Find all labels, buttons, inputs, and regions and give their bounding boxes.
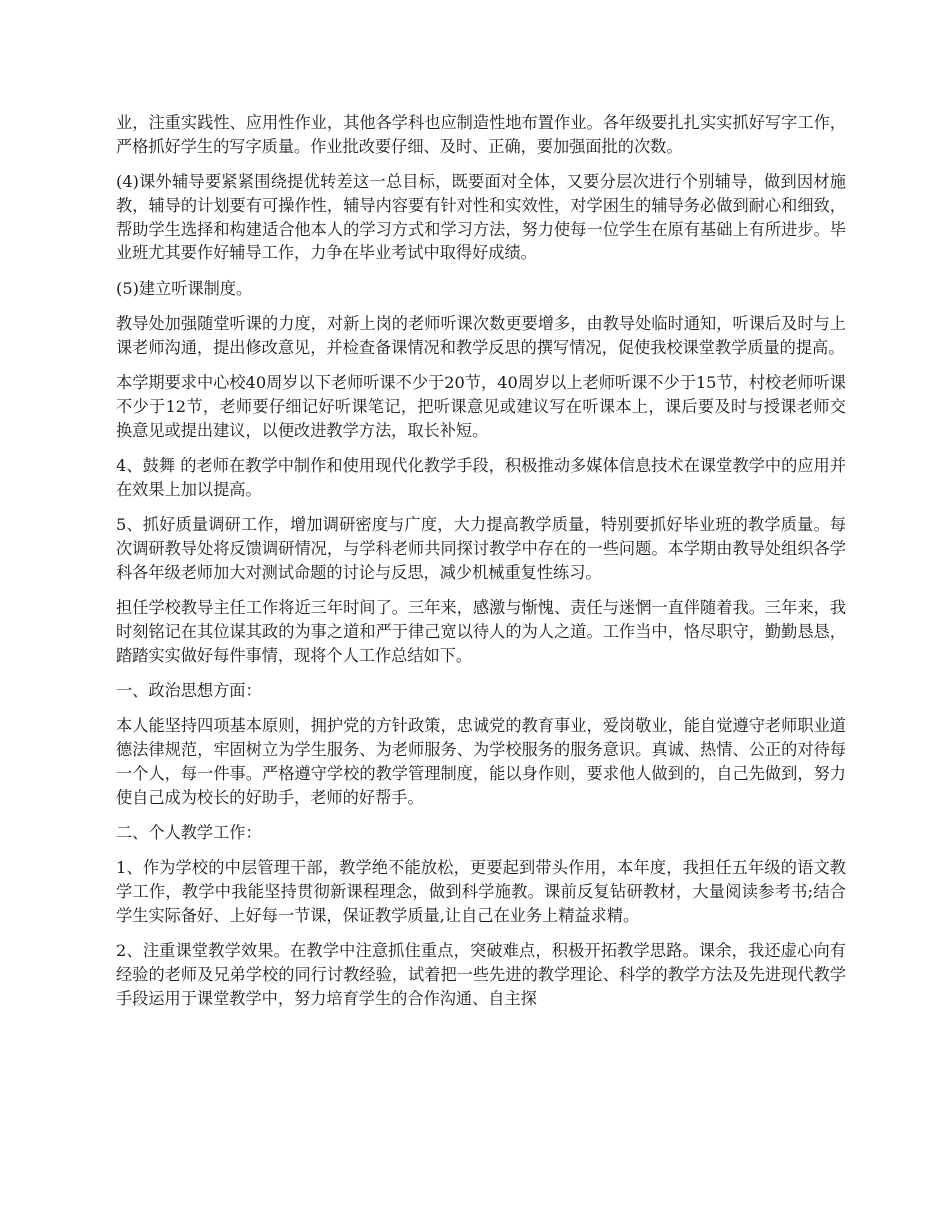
section-heading-political-thought: 一、政治思想方面：	[116, 680, 262, 700]
paragraph-modern-teaching-tools: 4、鼓舞 的老师在教学中制作和使用现代化教学手段，积极推动多媒体信息技术在课堂教学中的应用并在效果上加以提高。	[116, 456, 846, 499]
paragraph-observation-requirements: 本学期要求中心校40周岁以下老师听课不少于20节，40周岁以上老师听课不少于15节，村校老师听课不少于12节，老师要仔细记好听课笔记，把听课意见或建议写在听课本上，课后要及时与授课老师交换意见或提出建议，以便改进教学方法，取长补短。	[116, 373, 846, 440]
paragraph-political-thought: 本人能坚持四项基本原则，拥护党的方针政策，忠诚党的教育事业，爱岗敬业，能自觉遵守老师职业道德法律规范，牢固树立为学生服务、为老师服务、为学校服务的服务意识。真诚、热情、公正的对待每一个人，每一件事。严格遵守学校的教学管理制度，能以身作则，要求他人做到的，自己先做到，努力使自己成为校长的好助手，老师的好帮手。	[116, 716, 846, 807]
paragraph-extracurricular-tutoring: (4)课外辅导要紧紧围绕提优转差这一总目标，既要面对全体，又要分层次进行个别辅导，做到因材施教，辅导的计划要有可操作性，辅导内容要有针对性和实效性，对学困生的辅导务必做到耐心和细致，帮助学生选择和构建适合他本人的学习方式和学习方法，努力使每一位学生在原有基础上有所进步。毕业班尤其要作好辅导工作，力争在毕业考试中取得好成绩。	[116, 172, 846, 263]
paragraph-homework-continuation: 业，注重实践性、应用性作业，其他各学科也应制造性地布置作业。各年级要扎扎实实抓好写字工作，严格抓好学生的写字质量。作业批改要仔细、及时、正确，要加强面批的次数。	[116, 113, 846, 156]
paragraph-lesson-observation-heading: (5)建立听课制度。	[116, 278, 253, 298]
paragraph-summary-intro: 担任学校教导主任工作将近三年时间了。三年来，感激与惭愧、责任与迷惘一直伴随着我。三年来，我时刻铭记在其位谋其政的为事之道和严于律己宽以待人的为人之道。工作当中，恪尽职守，勤勤恳恳，踏踏实实做好每件事情，现将个人工作总结如下。	[116, 598, 846, 665]
paragraph-quality-research: 5、抓好质量调研工作，增加调研密度与广度，大力提高教学质量，特别要抓好毕业班的教学质量。每次调研教导处将反馈调研情况，与学科老师共同探讨教学中存在的一些问题。本学期由教导处组织各学科各年级老师加大对测试命题的讨论与反思，减少机械重复性练习。	[116, 515, 846, 582]
paragraph-teaching-item-1: 1、作为学校的中层管理干部，教学绝不能放松，更要起到带头作用，本年度，我担任五年级的语文教学工作，教学中我能坚持贯彻新课程理念，做到科学施教。课前反复钻研教材，大量阅读参考书;结合学生实际备好、上好每一节课，保证教学质量,让自己在业务上精益求精。	[116, 858, 846, 925]
section-heading-personal-teaching: 二、个人教学工作：	[116, 822, 262, 842]
paragraph-classroom-observation: 教导处加强随堂听课的力度，对新上岗的老师听课次数更要增多，由教导处临时通知，听课后及时与上课老师沟通，提出修改意见，并检查备课情况和教学反思的撰写情况，促使我校课堂教学质量的提高。	[116, 314, 846, 357]
document-page	[116, 111, 846, 1022]
paragraph-teaching-item-2: 2、注重课堂教学效果。在教学中注意抓住重点，突破难点，积极开拓教学思路。课余，我还虚心向有经验的老师及兄弟学校的同行讨教经验，试着把一些先进的教学理论、科学的教学方法及先进现代教学手段运用于课堂教学中，努力培育学生的合作沟通、自主探	[116, 941, 846, 1008]
